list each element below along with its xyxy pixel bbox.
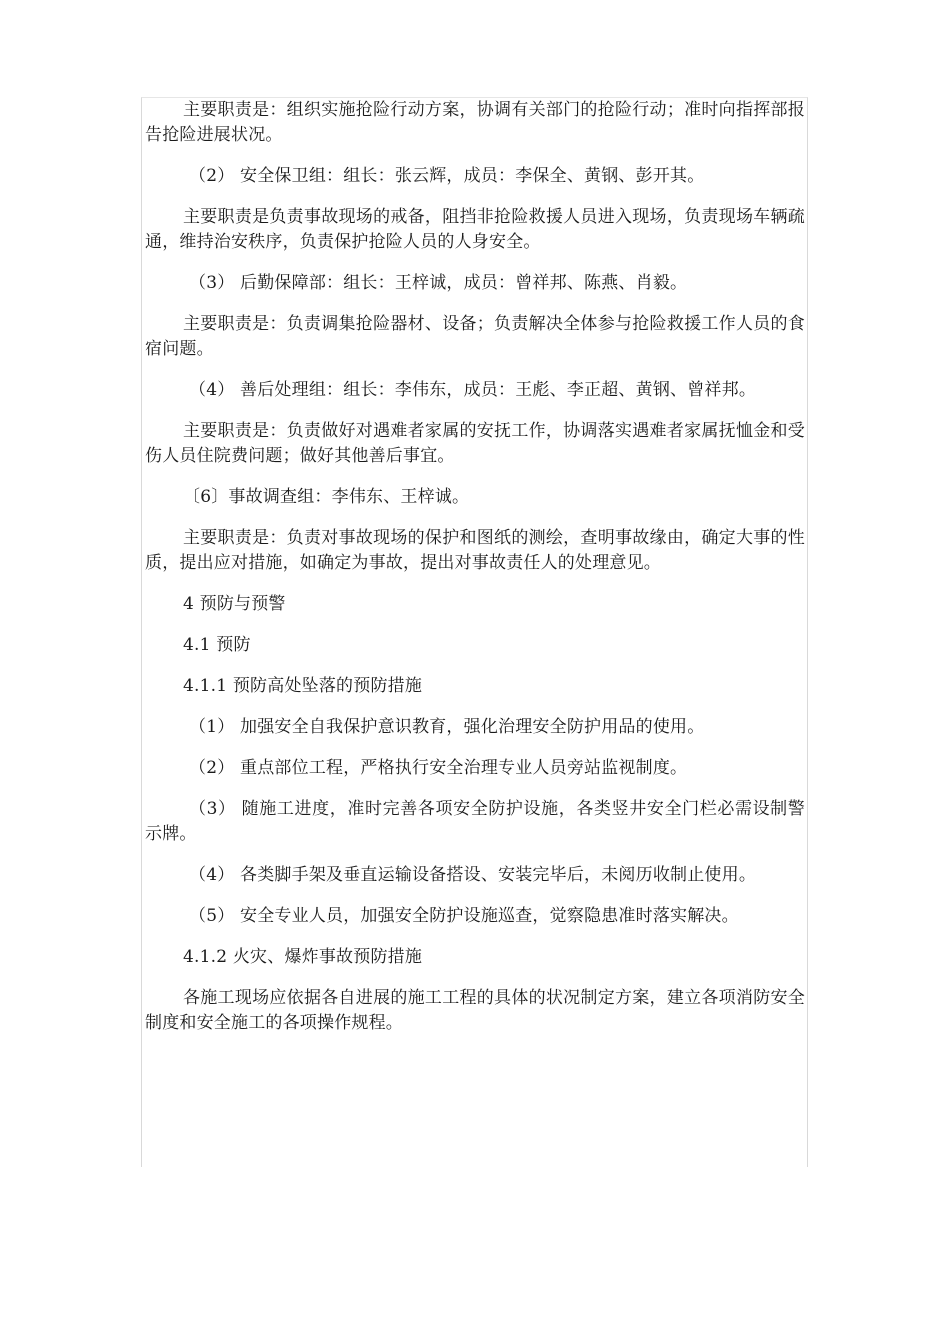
paragraph-logistics-group: （3） 后勤保障部：组长：王梓诚，成员：曾祥邦、陈燕、肖毅。 (189, 273, 688, 293)
paragraph-rescue-duties: 主要职责是：组织实施抢险行动方案，协调有关部门的抢险行动；准时向指挥部报告抢险进展状况。 (145, 100, 805, 145)
list-item-fall-5: （5） 安全专业人员，加强安全防护设施巡查，觉察隐患准时落实解决。 (189, 906, 739, 926)
paragraph-aftermath-duties: 主要职责是：负责做好对遇难者家属的安抚工作，协调落实遇难者家属抚恤金和受伤人员住院费问题；做好其他善后事宜。 (145, 421, 805, 466)
paragraph-fire-prevention: 各施工现场应依据各自进展的施工工程的具体的状况制定方案，建立各项消防安全制度和安全施工的各项操作规程。 (145, 988, 805, 1033)
paragraph-investigation-group: 〔6〕事故调查组：李伟东、王梓诚。 (183, 487, 470, 507)
section-heading-4-1-1: 4.1.1 预防高处坠落的预防措施 (183, 676, 423, 696)
paragraph-logistics-duties: 主要职责是：负责调集抢险器材、设备；负责解决全体参与抢险救援工作人员的食宿问题。 (145, 314, 805, 359)
section-heading-4: 4 预防与预警 (183, 594, 286, 614)
paragraph-investigation-duties: 主要职责是：负责对事故现场的保护和图纸的测绘，查明事故缘由，确定大事的性质，提出应对措施，如确定为事故，提出对事故责任人的处理意见。 (145, 528, 805, 573)
list-item-fall-2: （2） 重点部位工程，严格执行安全治理专业人员旁站监视制度。 (189, 758, 688, 778)
list-item-fall-1: （1） 加强安全自我保护意识教育，强化治理安全防护用品的使用。 (189, 717, 705, 737)
list-item-fall-3: （3） 随施工进度，准时完善各项安全防护设施，各类竖井安全门栏必需设制警示牌。 (145, 799, 805, 844)
paragraph-aftermath-group: （4） 善后处理组：组长：李伟东，成员：王彪、李正超、黄钢、曾祥邦。 (189, 380, 757, 400)
paragraph-security-group: （2） 安全保卫组：组长：张云辉，成员：李保全、黄钢、彭开其。 (189, 166, 705, 186)
section-heading-4-1: 4.1 预防 (183, 635, 251, 655)
section-heading-4-1-2: 4.1.2 火灾、爆炸事故预防措施 (183, 947, 423, 967)
paragraph-security-duties: 主要职责是负责事故现场的戒备，阻挡非抢险救援人员进入现场，负责现场车辆疏通，维持治安秩序，负责保护抢险人员的人身安全。 (145, 207, 805, 252)
document-body (145, 98, 805, 1052)
list-item-fall-4: （4） 各类脚手架及垂直运输设备搭设、安装完毕后，未阅历收制止使用。 (189, 865, 757, 885)
